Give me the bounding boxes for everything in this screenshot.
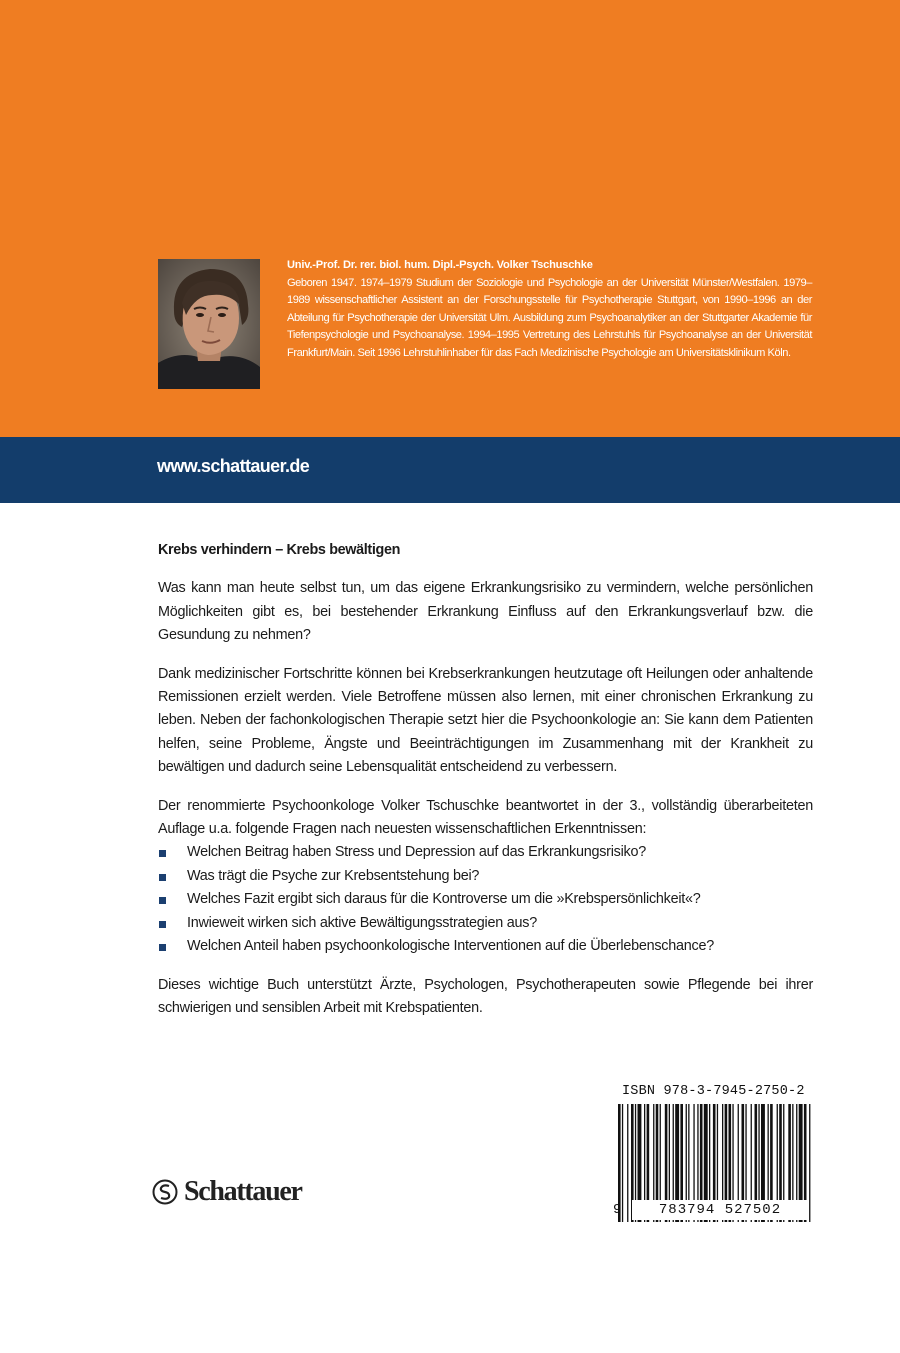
author-name: Univ.-Prof. Dr. rer. biol. hum. Dipl.-Psych. Volker Tschuschke <box>287 259 593 271</box>
square-bullet-icon <box>159 944 166 951</box>
question-list <box>158 841 813 958</box>
question-text: Inwieweit wirken sich aktive Bewältigungsstrategien aus? <box>187 914 537 931</box>
barcode-digits: 783794 527502 <box>632 1200 808 1220</box>
author-bio: Geboren 1947. 1974–1979 Studium der Soziologie und Psychologie an der Universität Münster/Westfalen. 1979–1989 wissenschaftlicher Assistent an der Forschungsstelle für Psychotherapie Stuttgart, von 1990–1996 an der Abteilung für Psychotherapie der Universität Ulm. Ausbildung zum Psychoanalytiker an der Stuttgarter Akademie für Tiefenpsychologie und Psychoanalyse. 1994–1995 Vertretung des Lehrstuhls für Psychoanalyse an der Universität Frankfurt/Main. Seit 1996 Lehrstuhlinhaber für das Fach Medizinische Psychologie am Universitätsklinikum Köln. <box>287 276 812 359</box>
blurb-paragraph-3: Der renommierte Psychoonkologe Volker Tschuschke beantwortet in der 3., vollständig überarbeiteten Auflage u.a. folgende Fragen nach neuesten wissenschaftlichen Erkenntnissen: <box>158 797 813 838</box>
blurb-section <box>158 539 813 1035</box>
navy-band <box>0 437 900 503</box>
blurb-paragraph-1: Was kann man heute selbst tun, um das eigene Erkrankungsrisiko zu vermindern, welche persönlichen Möglichkeiten gibt es, bei bestehender Erkrankung Einfluss auf den Erkrankungsverlauf bzw. die Gesundung zu nehmen? <box>158 580 813 644</box>
author-info <box>287 257 812 363</box>
isbn-label: ISBN 978-3-7945-2750-2 <box>622 1084 805 1099</box>
question-text: Was trägt die Psyche zur Krebsentstehung bei? <box>187 867 480 884</box>
question-text: Welchen Beitrag haben Stress und Depression auf das Erkrankungsrisiko? <box>187 844 646 861</box>
list-item <box>158 935 813 958</box>
square-bullet-icon <box>159 921 166 928</box>
publisher-name: Schattauer <box>184 1176 302 1207</box>
question-text: Welches Fazit ergibt sich daraus für die Kontroverse um die »Krebspersönlichkeit«? <box>187 891 701 908</box>
orange-cover-band <box>0 0 900 437</box>
schattauer-emblem-icon <box>152 1179 178 1205</box>
blurb-heading: Krebs verhindern – Krebs bewältigen <box>158 542 401 558</box>
square-bullet-icon <box>159 850 166 857</box>
publisher-logo <box>152 1176 302 1208</box>
author-photo <box>158 259 260 389</box>
barcode-first-digit: 9 <box>613 1202 622 1218</box>
square-bullet-icon <box>159 897 166 904</box>
list-item <box>158 865 813 888</box>
list-item <box>158 888 813 911</box>
square-bullet-icon <box>159 874 166 881</box>
list-item <box>158 841 813 864</box>
list-item <box>158 912 813 935</box>
publisher-website: www.schattauer.de <box>157 456 310 476</box>
blurb-paragraph-2: Dank medizinischer Fortschritte können bei Krebserkrankungen heutzutage oft Heilungen oder anhaltende Remissionen erzielt werden. Viele Betroffene müssen also lernen, mit einer chronischen Erkrankung zu leben. Neben der fachonkologischen Therapie setzt hier die Psychoonkologie an: Sie kann dem Patienten helfen, seine Probleme, Ängste und Beeinträchtigungen im Zusammenhang mit der Krankheit zu bewältigen und dadurch seine Lebensqualität entscheidend zu verbessern. <box>158 665 813 776</box>
blurb-paragraph-4: Dieses wichtige Buch unterstützt Ärzte, Psychologen, Psychotherapeuten sowie Pflegende bei ihrer schwierigen und sensiblen Arbeit mit Krebspatienten. <box>158 976 813 1016</box>
question-text: Welchen Anteil haben psychoonkologische Interventionen auf die Überlebenschance? <box>187 938 714 955</box>
